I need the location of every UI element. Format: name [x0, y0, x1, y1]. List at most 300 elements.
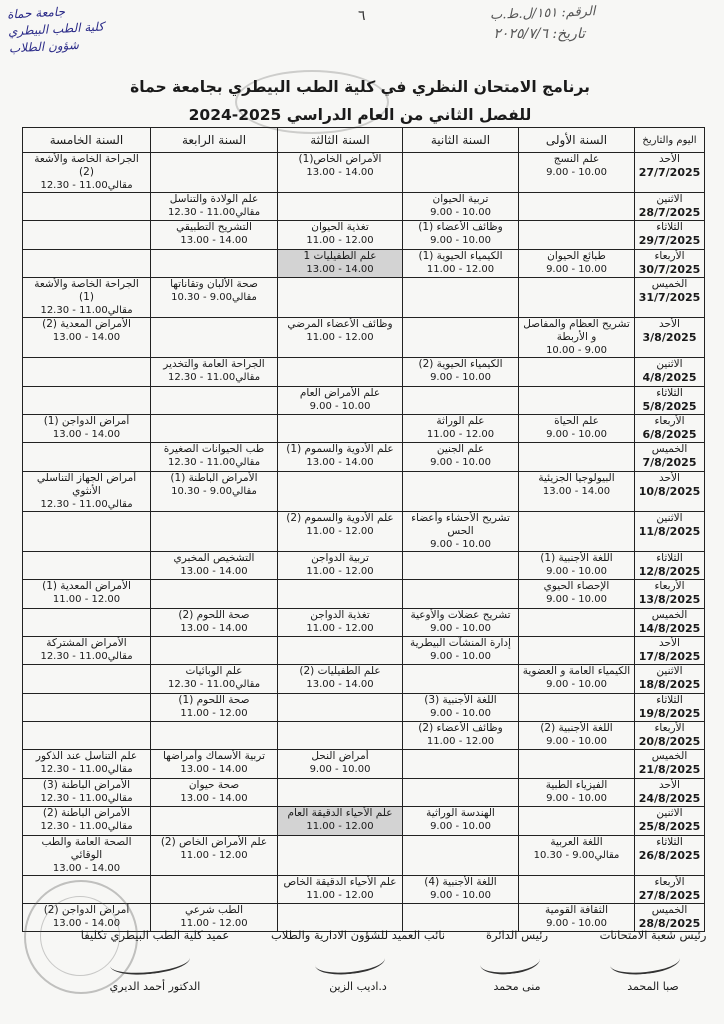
day-date-cell [635, 221, 705, 249]
exam-cell-y5 [23, 693, 151, 721]
exam-time: 12.00 - 11.00 [426, 263, 495, 275]
exam-cell-y1 [519, 551, 635, 579]
day-name: الأربعاء [654, 580, 685, 593]
exam-date: 25/8/2025 [638, 820, 701, 834]
exam-date: 26/8/2025 [638, 848, 701, 862]
exam-time: 14.00 - 13.00 [180, 764, 248, 776]
exam-time: 10.00 - 9.00 [430, 538, 491, 550]
exam-date: 5/8/2025 [642, 399, 697, 413]
exam-time: مقالي11.00 - 12.30 [167, 679, 261, 691]
exam-time: 12.00 - 11.00 [306, 622, 374, 634]
day-date-cell [635, 722, 705, 750]
exam-time: 14.00 - 13.00 [180, 565, 248, 577]
day-name: الخميس [651, 750, 688, 763]
exam-time: 12.00 - 11.00 [426, 736, 495, 748]
subject-name: علم الطفيليات 1 [303, 249, 377, 262]
exam-time: مقالي11.00 - 12.30 [40, 498, 133, 510]
exam-cell-y4 [151, 693, 278, 721]
subject-name: اللغة الأجنبية (1) [540, 551, 613, 564]
exam-time: مقالي11.00 - 12.30 [167, 207, 261, 218]
exam-cell-y1 [519, 693, 635, 721]
exam-cell-y4 [151, 665, 278, 693]
exam-date: 10/8/2025 [638, 484, 701, 498]
handwritten-line: كلية الطب البيطري [7, 19, 105, 39]
exam-cell-y3 [278, 807, 403, 835]
exam-date: 30/7/2025 [638, 262, 701, 276]
day-date-cell [635, 193, 705, 221]
exam-cell-y4 [151, 221, 278, 249]
table-row [23, 750, 705, 778]
day-name: الثلاثاء [656, 835, 683, 848]
exam-time: 14.00 - 13.00 [180, 792, 248, 804]
subject-name: علم الأمراض العام [299, 386, 381, 399]
subject-name: تربية الدواجن [311, 551, 369, 564]
exam-cell-y4 [151, 875, 278, 903]
exam-cell-y2 [403, 318, 519, 358]
subject-name: وظائف الأعضاء (1) [418, 221, 503, 234]
subject-name: وظائف الأعضاء (2) [418, 722, 503, 735]
day-date-cell [635, 471, 705, 511]
column-header-year4: السنة الرابعة [151, 128, 278, 153]
exam-cell-y3 [278, 511, 403, 551]
exam-time: 14.00 - 13.00 [306, 263, 374, 275]
exam-cell-y3 [278, 414, 403, 442]
subject-name: صحة الألبان وتقاناتها [170, 278, 258, 291]
exam-cell-y1 [519, 471, 635, 511]
exam-time: 10.00 - 9.00 [430, 889, 491, 901]
subject-name: الهندسة الوراثية [426, 807, 495, 820]
exam-date: 29/7/2025 [638, 234, 701, 248]
subject-name: أمراض الجهاز التناسلي الأنثوي [36, 471, 137, 497]
exam-date: 11/8/2025 [638, 524, 701, 538]
day-name: الخميس [651, 904, 688, 917]
exam-cell-y1 [519, 835, 635, 875]
exam-cell-y4 [151, 750, 278, 778]
day-name: الثلاثاء [656, 386, 683, 399]
exam-cell-y1 [519, 608, 635, 636]
exam-cell-y1 [519, 722, 635, 750]
subject-name: الجراحة الخاصة والأشعة (1) [34, 278, 139, 304]
exam-cell-y3 [278, 249, 403, 277]
exam-time: مقالي11.00 - 12.30 [40, 305, 133, 317]
subject-name: علم الوراثة [436, 414, 485, 427]
exam-cell-y2 [403, 358, 519, 386]
exam-cell-y2 [403, 722, 519, 750]
subject-name: الأمراض المشتركة [46, 636, 127, 649]
day-date-cell [635, 443, 705, 471]
exam-cell-y1 [519, 386, 635, 414]
exam-cell-y4 [151, 835, 278, 875]
exam-time: مقالي11.00 - 12.30 [40, 650, 133, 662]
subject-name: تشريح العظام والمفاصل و الأربطة [523, 318, 630, 344]
handwritten-line: شؤون الطلاب [8, 37, 80, 56]
exam-cell-y4 [151, 278, 278, 318]
signature-name: صبا المحمد [627, 980, 679, 993]
table-row [23, 875, 705, 903]
subject-name: علم التناسل عند الذكور [35, 750, 138, 763]
exam-cell-y3 [278, 608, 403, 636]
exam-cell-y5 [23, 193, 151, 221]
exam-time: 12.00 - 11.00 [180, 707, 248, 719]
table-row [23, 358, 705, 386]
exam-cell-y2 [403, 875, 519, 903]
subject-name: الجراحة الخاصة والأشعة (2) [34, 153, 139, 178]
day-name: الأحد [659, 153, 680, 165]
table-row [23, 318, 705, 358]
day-date-cell [635, 358, 705, 386]
table-row [23, 636, 705, 664]
subject-name: صحة حيوان [188, 778, 240, 791]
exam-cell-y1 [519, 875, 635, 903]
exam-cell-y4 [151, 358, 278, 386]
exam-cell-y3 [278, 665, 403, 693]
exam-time: 14.00 - 13.00 [52, 918, 121, 930]
day-name: الأحد [659, 471, 680, 484]
subject-name: علم الأمراض الخاص (2) [160, 835, 268, 848]
exam-cell-y1 [519, 193, 635, 221]
exam-cell-y5 [23, 551, 151, 579]
exam-time: 12.00 - 11.00 [306, 332, 374, 344]
exam-date: 28/7/2025 [638, 206, 701, 219]
exam-date: 31/7/2025 [638, 291, 701, 305]
day-date-cell [635, 551, 705, 579]
day-name: الأربعاء [654, 875, 685, 888]
table-row [23, 386, 705, 414]
exam-cell-y2 [403, 193, 519, 221]
exam-time: مقالي11.00 - 12.30 [40, 792, 133, 804]
exam-cell-y5 [23, 153, 151, 193]
exam-time: 14.00 - 13.00 [52, 862, 121, 874]
exam-cell-y3 [278, 875, 403, 903]
exam-time: مقالي9.00 - 10.30 [171, 485, 257, 497]
subject-name: علم الأدوية والسموم (2) [286, 511, 394, 524]
day-date-cell [635, 665, 705, 693]
exam-cell-y4 [151, 386, 278, 414]
exam-cell-y3 [278, 358, 403, 386]
exam-date: 13/8/2025 [638, 593, 701, 607]
table-row [23, 551, 705, 579]
table-row [23, 778, 705, 806]
exam-cell-y5 [23, 471, 151, 511]
subject-name: صحة اللحوم (2) [178, 608, 250, 621]
exam-time: مقالي9.00 - 10.30 [171, 292, 257, 304]
subject-name: علم الأحياء الدقيقة العام [287, 807, 393, 820]
exam-time: 10.00 - 9.00 [430, 622, 491, 634]
exam-cell-y2 [403, 278, 519, 318]
exam-time: 14.00 - 13.00 [180, 235, 248, 247]
exam-time: 12.00 - 11.00 [306, 821, 374, 833]
exam-cell-y2 [403, 551, 519, 579]
exam-cell-y2 [403, 835, 519, 875]
table-row [23, 580, 705, 608]
table-row [23, 693, 705, 721]
day-name: الأحد [659, 778, 680, 791]
table-header-row [23, 128, 705, 153]
exam-date: 3/8/2025 [642, 331, 697, 345]
table-row [23, 443, 705, 471]
table-row [23, 511, 705, 551]
subject-name: أمراض النحل [311, 750, 369, 763]
subject-name: تشريح عضلات والأوعية [410, 608, 511, 621]
exam-time: 10.00 - 9.00 [430, 457, 491, 469]
subject-name: الكيمياء العامة و العضوية [522, 665, 631, 678]
exam-time: 10.00 - 9.00 [430, 650, 491, 662]
exam-cell-y2 [403, 693, 519, 721]
exam-date: 12/8/2025 [638, 564, 701, 578]
subject-name: إدارة المنشآت البيطرية [410, 636, 511, 649]
subject-name: تشريح الأحشاء وأعضاء الحس [411, 511, 510, 537]
exam-cell-y1 [519, 358, 635, 386]
exam-cell-y5 [23, 414, 151, 442]
exam-cell-y3 [278, 318, 403, 358]
exam-cell-y3 [278, 835, 403, 875]
exam-cell-y1 [519, 750, 635, 778]
exam-time: 12.00 - 11.00 [306, 525, 374, 537]
exam-cell-y5 [23, 358, 151, 386]
exam-cell-y5 [23, 636, 151, 664]
day-date-cell [635, 278, 705, 318]
subject-name: أمراض الدواجن (2) [43, 904, 130, 917]
stamp-number: الرقم: ١٥١/ل.ط.ب [489, 4, 596, 23]
table-row [23, 153, 705, 193]
subject-name: الإحصاء الحيوي [543, 580, 610, 593]
exam-time: 14.00 - 13.00 [180, 622, 248, 634]
day-date-cell [635, 778, 705, 806]
column-header-year2: السنة الثانية [403, 128, 519, 153]
exam-date: 24/8/2025 [638, 791, 701, 805]
exam-cell-y1 [519, 778, 635, 806]
day-date-cell [635, 580, 705, 608]
exam-time: مقالي11.00 - 12.30 [40, 764, 133, 776]
subject-name: علم الوبائيات [185, 665, 243, 678]
signature-name: الدكتور أحمد الديري [109, 980, 201, 993]
exam-date: 27/8/2025 [638, 888, 701, 902]
exam-cell-y3 [278, 193, 403, 221]
exam-time: 12.00 - 11.00 [306, 889, 374, 901]
exam-cell-y4 [151, 608, 278, 636]
exam-cell-y5 [23, 580, 151, 608]
exam-cell-y5 [23, 249, 151, 277]
day-name: الثلاثاء [656, 551, 683, 564]
exam-cell-y5 [23, 608, 151, 636]
day-date-cell [635, 693, 705, 721]
day-name: الاثنين [656, 193, 683, 205]
day-name: الاثنين [656, 665, 683, 678]
exam-cell-y1 [519, 318, 635, 358]
exam-cell-y5 [23, 386, 151, 414]
exam-cell-y3 [278, 471, 403, 511]
subject-name: علم الجنين [436, 443, 485, 456]
day-name: الأربعاء [654, 414, 685, 427]
exam-cell-y4 [151, 778, 278, 806]
day-date-cell [635, 835, 705, 875]
exam-cell-y1 [519, 443, 635, 471]
exam-time: مقالي11.00 - 12.30 [167, 372, 261, 384]
exam-time: 14.00 - 13.00 [306, 167, 374, 178]
exam-cell-y4 [151, 551, 278, 579]
subject-name: الكيمياء الحيوية (1) [418, 249, 503, 262]
subject-name: الفيزياء الطبية [545, 778, 608, 791]
table-row [23, 807, 705, 835]
day-date-cell [635, 318, 705, 358]
subject-name: الأمراض الخاص(1) [298, 153, 382, 165]
day-date-cell [635, 511, 705, 551]
exam-cell-y2 [403, 807, 519, 835]
exam-cell-y5 [23, 221, 151, 249]
exam-cell-y3 [278, 551, 403, 579]
exam-cell-y5 [23, 443, 151, 471]
table-row [23, 414, 705, 442]
exam-cell-y2 [403, 608, 519, 636]
exam-cell-y1 [519, 221, 635, 249]
exam-date: 4/8/2025 [642, 371, 697, 385]
exam-time: 12.00 - 11.00 [52, 594, 121, 606]
subject-name: الكيمياء الحيوية (2) [418, 358, 503, 371]
page-number: ٦ [358, 8, 366, 24]
handwritten-line: جامعة حماة [6, 4, 66, 22]
exam-cell-y5 [23, 807, 151, 835]
subject-name: علم الطفيليات (2) [299, 665, 381, 678]
exam-cell-y1 [519, 807, 635, 835]
signature-role: نائب العميد للشؤون الادارية والطلاب [270, 928, 446, 942]
day-name: الأربعاء [654, 249, 685, 262]
subject-name: البيولوجيا الجزيئية [538, 471, 615, 484]
exam-time: 14.00 - 13.00 [52, 332, 121, 344]
subject-name: اللغة العربية [550, 835, 603, 848]
subject-name: صحة اللحوم (1) [178, 693, 250, 706]
subject-name: التشخيص المخبري [173, 551, 255, 564]
exam-cell-y4 [151, 193, 278, 221]
table-row [23, 249, 705, 277]
subject-name: علم الأدوية والسموم (1) [286, 443, 394, 456]
exam-time: 10.00 - 9.00 [430, 707, 491, 719]
exam-time: 10.00 - 9.00 [309, 400, 371, 412]
exam-cell-y3 [278, 778, 403, 806]
exam-time: 12.00 - 11.00 [306, 235, 374, 247]
table-row [23, 278, 705, 318]
exam-cell-y4 [151, 249, 278, 277]
exam-cell-y2 [403, 249, 519, 277]
registration-stamp [405, 2, 595, 50]
exam-date: 27/7/2025 [638, 166, 701, 179]
day-name: الخميس [651, 278, 688, 291]
exam-cell-y2 [403, 221, 519, 249]
exam-time: 12.00 - 11.00 [180, 918, 248, 930]
exam-cell-y4 [151, 511, 278, 551]
exam-schedule-table [22, 127, 705, 932]
exam-cell-y1 [519, 580, 635, 608]
page-subtitle: للفصل الثاني من العام الدراسي 2025-2024 [188, 106, 532, 124]
exam-date: 21/8/2025 [638, 763, 701, 777]
day-name: الخميس [651, 608, 688, 621]
exam-cell-y2 [403, 665, 519, 693]
exam-date: 20/8/2025 [638, 735, 701, 749]
exam-cell-y5 [23, 778, 151, 806]
exam-date: 18/8/2025 [638, 678, 701, 692]
exam-cell-y1 [519, 511, 635, 551]
exam-cell-y1 [519, 153, 635, 193]
exam-cell-y3 [278, 221, 403, 249]
subject-name: علم الحياة [554, 414, 599, 427]
exam-time: 14.00 - 13.00 [542, 485, 611, 497]
exam-time: 14.00 - 13.00 [306, 679, 374, 691]
exam-cell-y3 [278, 153, 403, 193]
exam-cell-y4 [151, 414, 278, 442]
day-name: الأحد [659, 318, 680, 331]
exam-cell-y3 [278, 386, 403, 414]
subject-name: علم النسج [553, 153, 600, 165]
exam-cell-y5 [23, 511, 151, 551]
exam-cell-y4 [151, 443, 278, 471]
exam-cell-y1 [519, 278, 635, 318]
day-date-cell [635, 807, 705, 835]
exam-cell-y3 [278, 693, 403, 721]
column-header-year3: السنة الثالثة [278, 128, 403, 153]
day-date-cell [635, 414, 705, 442]
exam-cell-y5 [23, 318, 151, 358]
column-header-year1: السنة الأولى [519, 128, 635, 153]
signature-name: د.اديب الزين [329, 980, 387, 993]
exam-cell-y2 [403, 750, 519, 778]
exam-time: 10.00 - 9.00 [430, 207, 491, 218]
exam-time: 10.00 - 9.00 [546, 918, 607, 930]
exam-cell-y2 [403, 386, 519, 414]
day-name: الاثنين [656, 358, 683, 371]
subject-name: طب الحيوانات الصغيرة [163, 443, 265, 456]
exam-cell-y2 [403, 443, 519, 471]
exam-date: 6/8/2025 [642, 427, 697, 441]
exam-cell-y2 [403, 414, 519, 442]
exam-cell-y4 [151, 471, 278, 511]
subject-name: وظائف الأعضاء المرضي [287, 318, 393, 331]
subject-name: اللغة الأجنبية (4) [424, 875, 497, 888]
subject-name: الثقافة القومية [544, 904, 609, 917]
exam-date: 17/8/2025 [638, 649, 701, 663]
exam-time: 9.00 - 10.00 [546, 345, 607, 357]
subject-name: التشريح التطبيقي [176, 221, 252, 234]
table-row [23, 722, 705, 750]
exam-time: 10.00 - 9.00 [430, 372, 491, 384]
exam-cell-y1 [519, 414, 635, 442]
subject-name: الأمراض المعدية (2) [42, 318, 131, 331]
exam-cell-y2 [403, 636, 519, 664]
exam-cell-y4 [151, 580, 278, 608]
exam-cell-y1 [519, 665, 635, 693]
exam-time: مقالي9.00 - 10.30 [533, 849, 620, 861]
exam-cell-y4 [151, 318, 278, 358]
day-date-cell [635, 750, 705, 778]
exam-cell-y5 [23, 278, 151, 318]
subject-name: الصحة العامة والطب الوقائي [41, 835, 132, 861]
stamp-date: تاريخ: ٢٠٢٥/٧/٦ [493, 26, 585, 42]
exam-time: 10.00 - 9.00 [546, 792, 607, 804]
exam-cell-y5 [23, 750, 151, 778]
day-name: الثلاثاء [656, 221, 683, 234]
subject-name: الأمراض الباطنة (2) [42, 807, 131, 820]
exam-cell-y1 [519, 636, 635, 664]
day-date-cell [635, 636, 705, 664]
day-name: الأحد [659, 636, 680, 649]
exam-date: 14/8/2025 [638, 621, 701, 635]
exam-cell-y2 [403, 153, 519, 193]
table-row [23, 608, 705, 636]
subject-name: أمراض الدواجن (1) [43, 414, 130, 427]
subject-name: اللغة الأجنبية (2) [540, 722, 613, 735]
day-name: الاثنين [656, 511, 683, 524]
exam-cell-y3 [278, 443, 403, 471]
subject-name: تربية الحيوان [432, 193, 489, 205]
column-header-year5: السنة الخامسة [23, 128, 151, 153]
